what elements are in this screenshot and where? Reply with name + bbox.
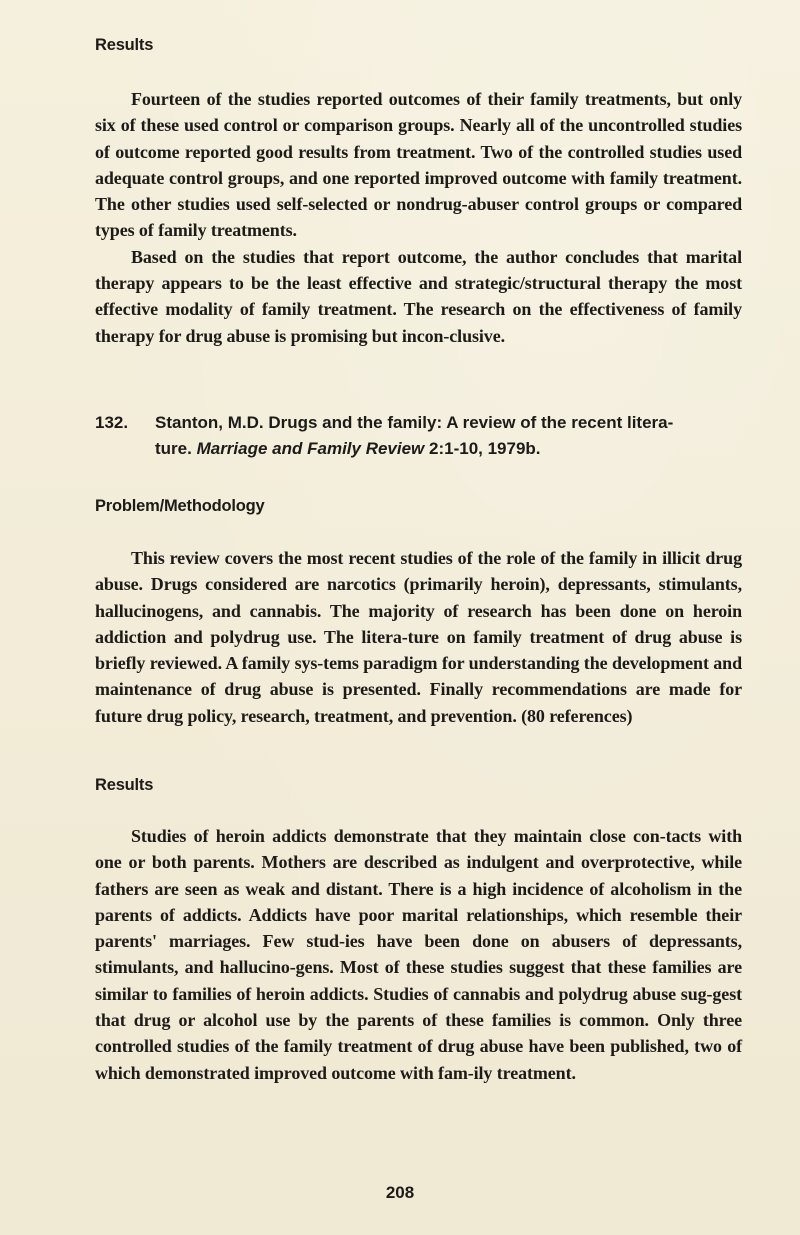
results-2-paragraph: Studies of heroin addicts demonstrate that they maintain close con-tacts with one or both parents. Mothers are described as indulgent and overprotective, while fathers are seen as weak and distant. There is a high incidence of alcoholism in the parents of addicts. Addicts have poor marital relationships, which resemble their parents' marriages. Few stud-ies have been done on abusers of depressants, stimulants, and hallucino-gens. Most of these studies suggest that these families are similar to families of heroin addicts. Studies of cannabis and polydrug abuse sug-gest that drug or alcohol use by the parents of these families is common. Only three controlled studies of the family treatment of drug abuse have been published, two of which demonstrated improved outcome with fam-ily treatment. <box>95 826 742 1083</box>
results-paragraph-1: Fourteen of the studies reported outcomes of their family treatments, but only six of these used control or comparison groups. Nearly all of the uncontrolled studies of outcome reported good results from treatment. Two of the controlled studies used adequate control groups, and one reported improved outcome with family treatment. The other studies used self-selected or nondrug-abuser control groups or compared types of family treatments. <box>95 89 742 241</box>
results-heading: Results <box>95 36 154 54</box>
results-body <box>95 86 742 349</box>
methodology-body <box>95 545 742 729</box>
page-number: 208 <box>385 1183 415 1202</box>
bibliography-entry <box>95 410 742 462</box>
entry-title: Stanton, M.D. Drugs and the family: A review of the recent litera- <box>155 413 674 432</box>
entry-title-end: ture. <box>155 439 192 458</box>
entry-line-1 <box>95 410 742 436</box>
entry-journal: Marriage and Family Review <box>196 439 425 458</box>
methodology-paragraph: This review covers the most recent studies of the role of the family in illicit drug abuse. Drugs considered are narcotics (primarily heroin), depressants, stimulants, hallucinogens, and cannabis. The majority of research has been done on heroin addiction and polydrug use. The litera-ture on family treatment of drug abuse is briefly reviewed. A family sys-tems paradigm for understanding the development and maintenance of drug abuse is presented. Finally recommendations are made for future drug policy, research, treatment, and prevention. (80 references) <box>95 548 742 726</box>
entry-number: 132. <box>95 413 129 432</box>
entry-citation: 2:1-10, 1979b. <box>429 439 541 458</box>
results-paragraph-2: Based on the studies that report outcome, the author concludes that marital therapy appears to be the least effective and strategic/structural therapy the most effective modality of family treatment. The research on the effectiveness of family therapy for drug abuse is promising but incon-clusive. <box>95 246 742 346</box>
methodology-heading: Problem/Methodology <box>95 497 265 515</box>
results-body-2 <box>95 823 742 1086</box>
results-heading-2: Results <box>95 776 154 794</box>
entry-line-2 <box>95 436 742 462</box>
